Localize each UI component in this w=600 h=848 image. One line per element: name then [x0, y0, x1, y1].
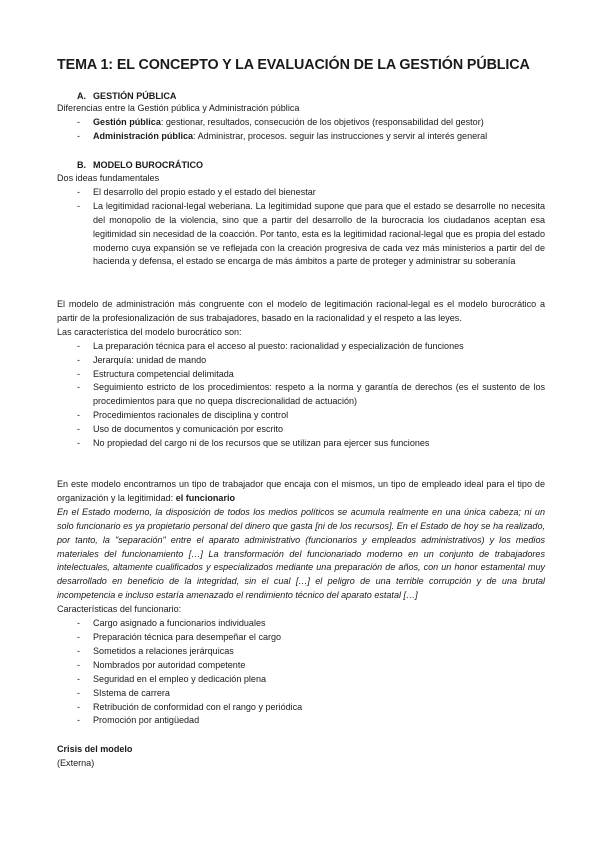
list-item: - La legitimidad racional-legal weberiana. La legitimidad supone que para que el estado se desarrolle no necesita del monopolio de la violencia, sino que a partir del desarrollo de la burocracia los ciudadanos aceptan esa legitimidad sin necesidad de la coacción. Por tanto, esta es la legitimidad racional-legal que es propia del estado moderno cuya expansión se ve reflejada con la creación progresiva de cada vez más ministerios a partir del de hacienda y defensa, el estado se encarga de más ámbitos a parte de proteger y administrar su soberanía	[57, 200, 545, 270]
section-b-heading	[77, 160, 203, 170]
section-a-intro: Diferencias entre la Gestión pública y Administración pública	[57, 103, 300, 113]
funcionario-text: En este modelo encontramos un tipo de trabajador que encaja con el mismos, un tipo de empleado ideal para el tipo de organización y la legitimidad:	[57, 479, 545, 503]
section-a-letter: A.	[77, 91, 87, 101]
list-item-text: : Administrar, procesos. seguir las instrucciones y servir al interés general	[193, 130, 488, 141]
section-a-body	[57, 102, 545, 144]
list-item-text: : gestionar, resultados, consecución de los objetivos (responsabilidad del gestor)	[160, 116, 484, 127]
crisis-section	[57, 743, 545, 771]
funcionario-paragraph	[57, 478, 545, 506]
characteristics-list	[57, 340, 545, 451]
document-title: TEMA 1: EL CONCEPTO Y LA EVALUACIÓN DE LA GESTIÓN PÚBLICA	[57, 57, 530, 73]
list-item: - Uso de documentos y comunicación por escrito	[57, 423, 545, 437]
list-item: - Seguridad en el empleo y dedicación plena	[57, 673, 545, 687]
list-item	[57, 116, 545, 130]
funcionario-bold: el funcionario	[175, 492, 236, 503]
list-item-term: Gestión pública	[93, 116, 161, 127]
section-b-letter: B.	[77, 160, 87, 170]
section-a-heading	[77, 91, 176, 101]
section-b-intro: Dos ideas fundamentales	[57, 173, 160, 183]
list-item: - Sometidos a relaciones jerárquicas	[57, 645, 545, 659]
list-item: - Preparación técnica para desempeñar el cargo	[57, 631, 545, 645]
crisis-heading: Crisis del modelo	[57, 744, 133, 754]
funcionario-characteristics-intro: Características del funcionario:	[57, 604, 182, 615]
list-item-term: Administración pública	[93, 130, 194, 141]
section-b-body	[57, 172, 545, 269]
list-item: - La preparación técnica para el acceso al puesto: racionalidad y especialización de funciones	[57, 340, 545, 354]
list-item	[57, 130, 545, 144]
model-paragraph-text: El modelo de administración más congruente con el modelo de legitimación racional-legal es el modelo burocrático a partir de la profesionalización de sus trabajadores, basado en la racionalidad y el respeto a las leyes.	[57, 299, 545, 323]
crisis-sub: (Externa)	[57, 757, 95, 768]
characteristics-intro: Las característica del modelo burocrático son:	[57, 326, 242, 337]
list-item: - Seguimiento estricto de los procedimientos: respeto a la norma y garantía de derechos (es el sustento de los procedimientos para que no quepa discrecionalidad de actuación)	[57, 381, 545, 409]
section-a-title: GESTIÓN PÚBLICA	[93, 91, 177, 101]
funcionario-section	[57, 478, 545, 728]
weber-quote: En el Estado moderno, la disposición de todos los medios políticos se acumula realmente en una única cabeza; ni un solo funcionario es ya propietario personal del dinero que gasta [ni de los recursos]. En el Estado de hoy se ha realizado, por tanto, la "separación" entre el aparato administrativo (funcionarios y empleados administrativos) y los medios materiales del funcionamiento […] La transformación del funcionariado moderno en un conjunto de trabajadores intelectuales, altamente cualificados y especializados mediante una preparación de años, con un honor estamental muy desarrollado en beneficio de la integridad, sin el cual […] el peligro de una terrible corrupción y de una brutal incompetencia e incluso estaría amenazado el rendimiento técnico del aparato estatal […]	[57, 506, 545, 601]
section-b-title: MODELO BUROCRÁTICO	[93, 160, 204, 170]
list-item: - El desarrollo del propio estado y el estado del bienestar	[57, 186, 545, 200]
funcionario-characteristics-list	[57, 617, 545, 728]
list-item: - Estructura competencial delimitada	[57, 368, 545, 382]
section-a-list	[57, 116, 545, 144]
list-item: - Promoción por antigüedad	[57, 714, 545, 728]
list-item: - SIstema de carrera	[57, 687, 545, 701]
list-item: - Procedimientos racionales de disciplina y control	[57, 409, 545, 423]
ideas-list	[57, 186, 545, 269]
model-paragraph	[57, 298, 545, 451]
list-item: - Jerarquía: unidad de mando	[57, 354, 545, 368]
list-item: - Cargo asignado a funcionarios individuales	[57, 617, 545, 631]
list-item: - Retribución de conformidad con el rango y periódica	[57, 701, 545, 715]
list-item: - No propiedad del cargo ni de los recursos que se utilizan para ejercer sus funciones	[57, 437, 545, 451]
list-item: - Nombrados por autoridad competente	[57, 659, 545, 673]
